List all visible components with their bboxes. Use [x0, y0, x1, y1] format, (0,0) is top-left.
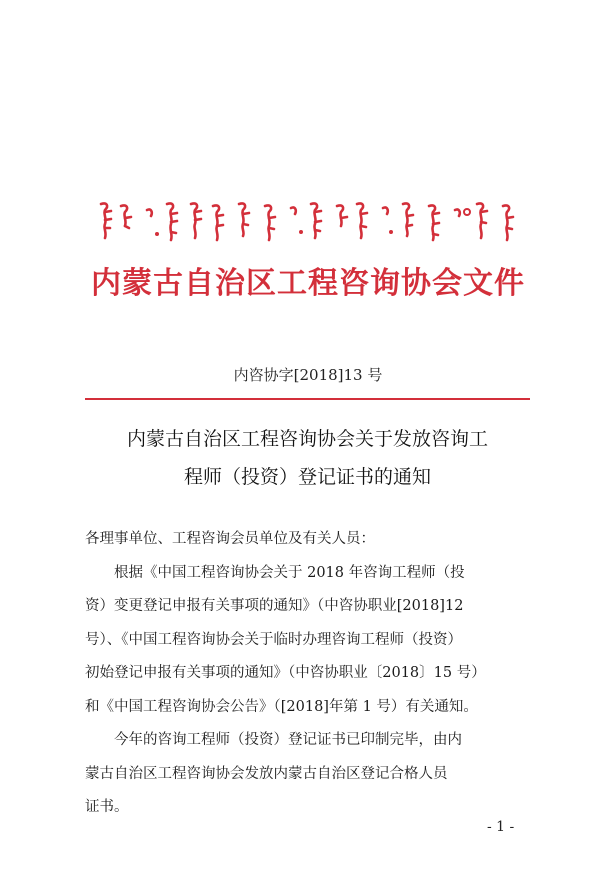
- body-line: 证书。: [85, 799, 129, 815]
- org-letterhead-title: 内蒙古自治区工程咨询协会文件: [91, 266, 525, 301]
- body-line: 蒙古自治区工程咨询协会发放内蒙古自治区登记合格人员: [85, 765, 448, 782]
- salutation: 各理事单位、工程咨询会员单位及有关人员：: [85, 531, 375, 547]
- notice-body: [85, 523, 535, 825]
- mongolian-script-image: [95, 198, 525, 248]
- red-divider-line: [85, 398, 530, 400]
- mongolian-script-letterhead: [95, 198, 525, 248]
- body-line: 初始登记申报有关事项的通知》（中咨协职业〔2018〕15 号）: [85, 665, 486, 681]
- body-line: 号）、《中国工程咨询协会关于临时办理咨询工程师（投资）: [85, 631, 462, 648]
- body-line: 根据《中国工程咨询协会关于 2018 年咨询工程师（投: [114, 564, 465, 581]
- body-line: 今年的咨询工程师（投资）登记证书已印制完毕，由内: [114, 732, 462, 748]
- notice-title: [85, 420, 530, 496]
- notice-title-line: 内蒙古自治区工程咨询协会关于发放咨询工: [126, 428, 488, 450]
- notice-title-line: 程师（投资）登记证书的通知: [183, 466, 431, 488]
- body-line: 资）变更登记申报有关事项的通知》（中咨协职业[2018]12: [85, 598, 464, 614]
- body-line: 和《中国工程咨询协会公告》（[2018]年第 1 号）有关通知。: [85, 698, 478, 715]
- page-number: - 1 -: [487, 819, 515, 835]
- document-number: 内咨协字[2018]13 号: [233, 366, 383, 384]
